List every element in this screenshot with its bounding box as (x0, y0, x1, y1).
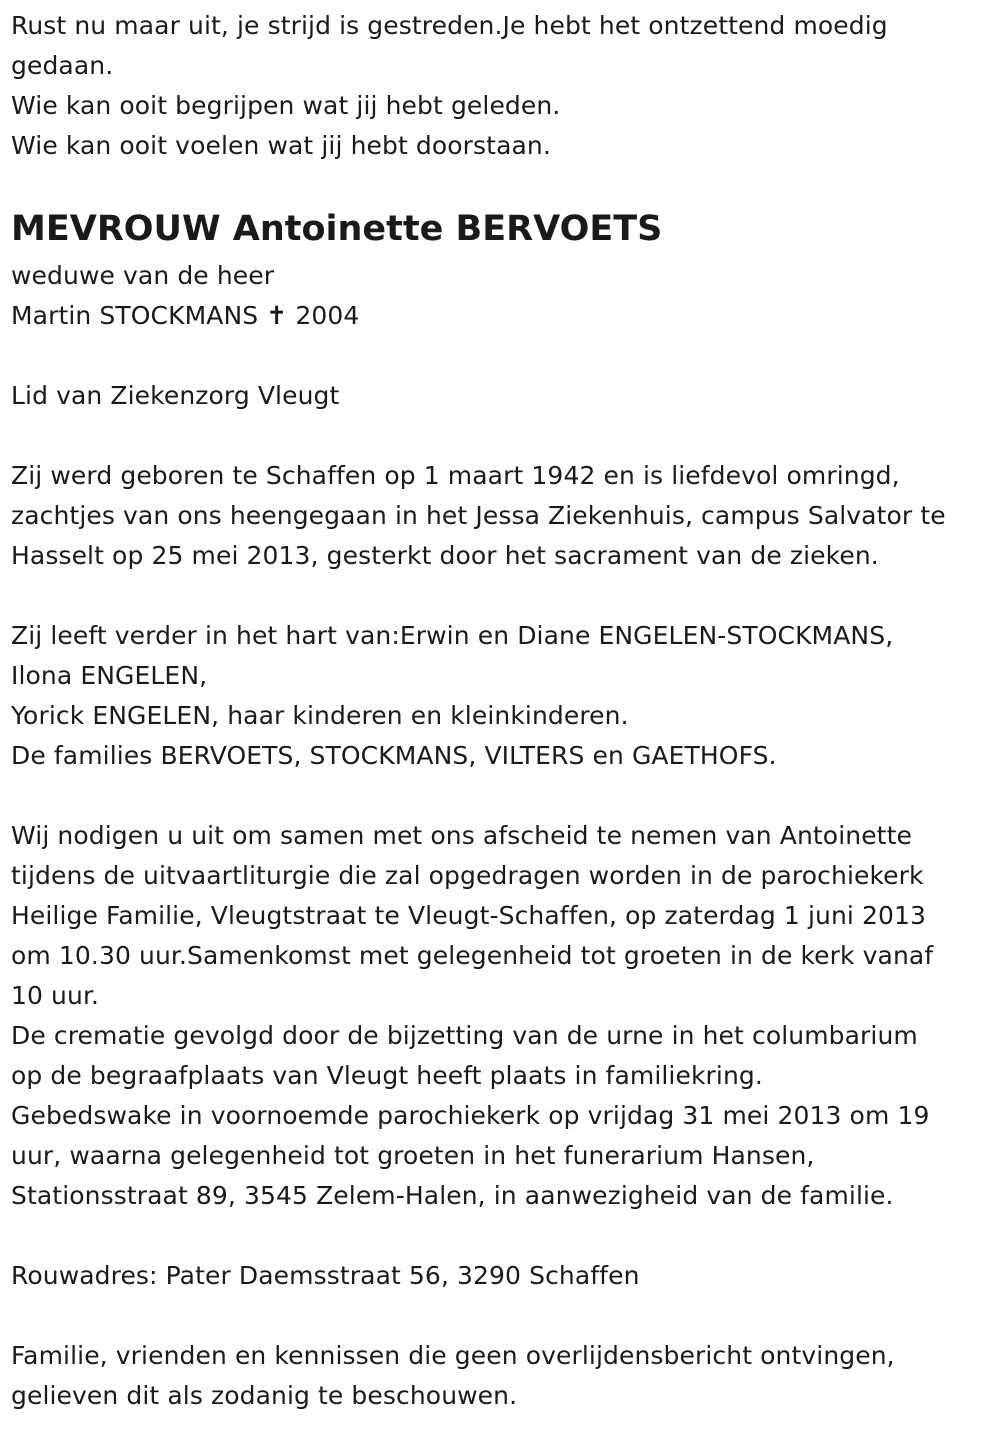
poem-block (11, 6, 990, 166)
paragraph-line: Wij nodigen u uit om samen met ons afscheid te nemen van Antoinette (11, 821, 912, 850)
mourning-address: Rouwadres: Pater Daemsstraat 56, 3290 Schaffen (11, 1261, 640, 1290)
poem-line: Rust nu maar uit, je strijd is gestreden.Je hebt het ontzettend moedig (11, 11, 888, 40)
widow-block (11, 256, 990, 336)
paragraph-line: Gebedswake in voornoemde parochiekerk op vrijdag 31 mei 2013 om 19 (11, 1101, 930, 1130)
membership-line: Lid van Ziekenzorg Vleugt (11, 381, 340, 410)
deceased-name-heading: MEVROUW Antoinette BERVOETS (11, 209, 663, 249)
ceremony-paragraph (11, 816, 990, 1216)
poem-line: Wie kan ooit voelen wat jij hebt doorstaan. (11, 131, 551, 160)
paragraph-line: tijdens de uitvaartliturgie die zal opgedragen worden in de parochiekerk (11, 861, 924, 890)
paragraph-line: De families BERVOETS, STOCKMANS, VILTERS en GAETHOFS. (11, 741, 777, 770)
paragraph-line: Stationsstraat 89, 3545 Zelem-Halen, in aanwezigheid van de familie. (11, 1181, 894, 1210)
paragraph-line: gelieven dit als zodanig te beschouwen. (11, 1381, 518, 1410)
paragraph-line: zachtjes van ons heengegaan in het Jessa Ziekenhuis, campus Salvator te (11, 501, 946, 530)
birth-death-paragraph (11, 456, 990, 576)
paragraph-line: Familie, vrienden en kennissen die geen overlijdensbericht ontvingen, (11, 1341, 895, 1370)
poem-line: Wie kan ooit begrijpen wat jij hebt geleden. (11, 91, 561, 120)
paragraph-line: De crematie gevolgd door de bijzetting van de urne in het columbarium (11, 1021, 918, 1050)
paragraph-line: om 10.30 uur.Samenkomst met gelegenheid tot groeten in de kerk vanaf (11, 941, 934, 970)
paragraph-line: Ilona ENGELEN, (11, 661, 208, 690)
spouse-death-year: 2004 (295, 301, 360, 330)
widow-line: weduwe van de heer (11, 261, 275, 290)
paragraph-line: Zij werd geboren te Schaffen op 1 maart 1942 en is liefdevol omringd, (11, 461, 900, 490)
poem-line: gedaan. (11, 51, 114, 80)
paragraph-line: Hasselt op 25 mei 2013, gesterkt door het sacrament van de zieken. (11, 541, 879, 570)
paragraph-line: 10 uur. (11, 981, 100, 1010)
paragraph-line: uur, waarna gelegenheid tot groeten in het funerarium Hansen, (11, 1141, 815, 1170)
paragraph-line: Yorick ENGELEN, haar kinderen en kleinkinderen. (11, 701, 629, 730)
closing-paragraph (11, 1336, 990, 1416)
cross-icon: ✝ (266, 301, 288, 330)
paragraph-line: op de begraafplaats van Vleugt heeft plaats in familiekring. (11, 1061, 763, 1090)
paragraph-line: Zij leeft verder in het hart van:Erwin en Diane ENGELEN-STOCKMANS, (11, 621, 894, 650)
paragraph-line: Heilige Familie, Vleugtstraat te Vleugt-Schaffen, op zaterdag 1 juni 2013 (11, 901, 927, 930)
spouse-line (11, 296, 990, 336)
family-paragraph (11, 616, 990, 776)
spouse-name: Martin STOCKMANS (11, 301, 259, 330)
